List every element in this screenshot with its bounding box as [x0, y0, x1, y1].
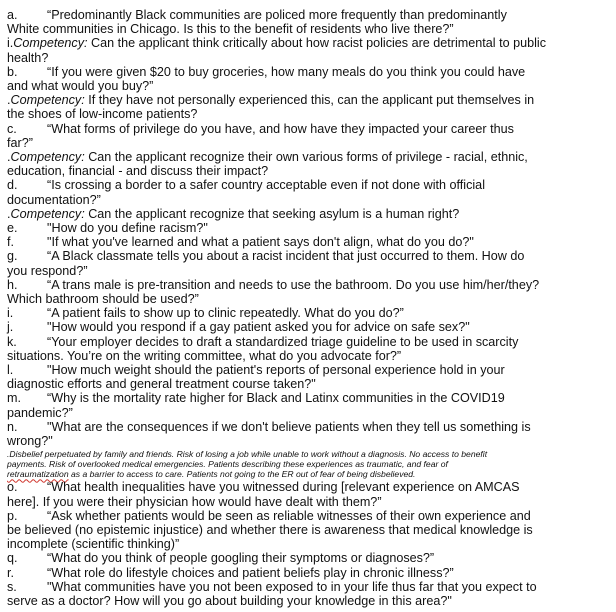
competency-text-continued: health?: [7, 50, 49, 65]
question-item: [7, 551, 606, 565]
question-item: [7, 278, 606, 306]
competency-prefix: .: [7, 150, 11, 165]
question-item: [7, 8, 606, 36]
question-letter: q.: [7, 551, 18, 566]
question-item: [7, 420, 606, 448]
question-text: “Predominantly Black communities are policed more frequently than predominantly: [47, 8, 507, 22]
question-text: "How much weight should the patient's reports of personal experience hold in your: [47, 363, 505, 378]
question-text: “A trans male is pre-transition and needs to use the bathroom. Do you use him/her/they?: [47, 277, 540, 292]
question-text-continued: be believed (no epistemic injustice) and whether there is awareness that medical knowledge is: [7, 522, 533, 537]
question-text-continued: incomplete (scientific thinking)”: [7, 537, 180, 552]
question-letter: c.: [7, 121, 17, 136]
question-text-continued: wrong?": [7, 434, 53, 449]
competency-text-continued: the shoes of low-income patients?: [7, 107, 198, 122]
question-item: [7, 221, 606, 235]
competency-item: [7, 207, 606, 221]
question-letter: j.: [7, 320, 14, 335]
competency-text: If they have not personally experienced this, can the applicant put themselves in: [84, 93, 535, 108]
question-text-continued: serve as a doctor? How will you go about building your knowledge in this area?": [7, 593, 452, 608]
question-text: "How do you define racism?": [47, 221, 208, 236]
competency-text-continued: education, financial - and discuss their impact?: [7, 164, 269, 179]
question-letter: o.: [7, 480, 18, 495]
question-text-continued: far?”: [7, 135, 33, 150]
note-line: .Disbelief perpetuated by family and friends. Risk of losing a job while unable to work without a diagnosis. No access to benefit: [7, 449, 488, 460]
question-text: "What are the consequences if we don't believe patients when they tell us something is: [47, 419, 531, 434]
question-item: [7, 580, 606, 608]
question-text: "How would you respond if a gay patient asked you for advice on safe sex?": [47, 320, 470, 335]
question-text-continued: documentation?”: [7, 192, 101, 207]
question-letter: f.: [7, 235, 14, 250]
question-text-continued: Which bathroom should be used?”: [7, 292, 199, 307]
note-line: [7, 469, 606, 479]
question-item: [7, 335, 606, 363]
question-item: [7, 122, 606, 150]
question-text: “Ask whether patients would be seen as reliable witnesses of their own experience and: [47, 508, 531, 523]
competency-prefix: i.: [7, 36, 14, 51]
question-text: “A patient fails to show up to clinic repeatedly. What do you do?”: [47, 306, 404, 321]
question-letter: s.: [7, 579, 17, 594]
competency-text: Can the applicant think critically about how racist policies are detrimental to public: [87, 36, 547, 51]
question-text: “Is crossing a border to a safer country acceptable even if not done with official: [47, 178, 485, 193]
competency-text: Can the applicant recognize their own various forms of privilege - racial, ethnic,: [84, 150, 528, 165]
note-line: payments. Risk of overlooked medical emergencies. Patients describing these experiences as traumatic, and fear of: [7, 459, 448, 470]
question-text-continued: situations. You’re on the writing committee, what do you advocate for?”: [7, 348, 402, 363]
question-text-continued: and what would you buy?”: [7, 79, 154, 94]
question-letter: g.: [7, 249, 18, 264]
question-letter: l.: [7, 363, 14, 378]
competency-prefix: .: [7, 206, 11, 221]
competency-text: Can the applicant recognize that seeking asylum is a human right?: [84, 206, 460, 221]
question-text: “What forms of privilege do you have, and how have they impacted your career thus: [47, 121, 514, 136]
question-item: [7, 249, 606, 277]
question-item: [7, 65, 606, 93]
question-text: “Your employer decides to draft a standardized triage guideline to be used in scarcity: [47, 334, 519, 349]
question-text: “What do you think of people googling their symptoms or diagnoses?”: [47, 551, 435, 566]
question-text: “If you were given $20 to buy groceries, how many meals do you think you could have: [47, 64, 526, 79]
question-letter: m.: [7, 391, 21, 406]
question-text-continued: diagnostic efforts and general treatment course taken?": [7, 377, 316, 392]
competency-label: Competency:: [10, 93, 85, 108]
question-item: [7, 320, 606, 334]
competency-label: Competency:: [10, 150, 85, 165]
competency-item: [7, 36, 606, 64]
competency-label: Competency:: [13, 36, 88, 51]
spellcheck-word: retraumatization: [7, 469, 69, 480]
question-letter: h.: [7, 277, 18, 292]
question-item: [7, 235, 606, 249]
question-item: [7, 509, 606, 552]
question-text-continued: pandemic?”: [7, 405, 73, 420]
question-item: [7, 566, 606, 580]
question-letter: b.: [7, 64, 18, 79]
question-item: [7, 178, 606, 206]
question-item: [7, 480, 606, 508]
question-item: [7, 363, 606, 391]
question-text: “A Black classmate tells you about a racist incident that just occurred to them. How do: [47, 249, 525, 264]
question-letter: a.: [7, 8, 18, 22]
question-text: "What communities have you not been exposed to in your life thus far that you expect to: [47, 579, 537, 594]
question-letter: d.: [7, 178, 18, 193]
question-letter: i.: [7, 306, 14, 321]
question-text-continued: you respond?”: [7, 263, 88, 278]
question-text: “What role do lifestyle choices and patient beliefs play in chronic illness?”: [47, 565, 454, 580]
competency-item: [7, 150, 606, 178]
question-letter: e.: [7, 221, 18, 236]
competency-item: [7, 93, 606, 121]
question-text: “What health inequalities have you witnessed during [relevant experience on AMCAS: [47, 480, 520, 495]
question-letter: k.: [7, 334, 17, 349]
note-text: as a barrier to access to care. Patients not going to the ER out of fear of being disbelieved.: [68, 469, 416, 480]
question-text: "If what you've learned and what a patient says don't align, what do you do?": [47, 235, 474, 250]
question-letter: r.: [7, 565, 14, 580]
answer-note: [7, 449, 606, 479]
question-letter: p.: [7, 508, 18, 523]
competency-prefix: .: [7, 93, 11, 108]
question-letter: n.: [7, 419, 18, 434]
question-text-continued: White communities in Chicago. Is this to the benefit of residents who live there?”: [7, 22, 454, 37]
question-text-continued: here]. If you were their physician how would have dealt with them?”: [7, 494, 382, 509]
question-text: “Why is the mortality rate higher for Black and Latinx communities in the COVID19: [47, 391, 505, 406]
competency-label: Competency:: [10, 206, 85, 221]
question-item: [7, 391, 606, 419]
question-item: [7, 306, 606, 320]
